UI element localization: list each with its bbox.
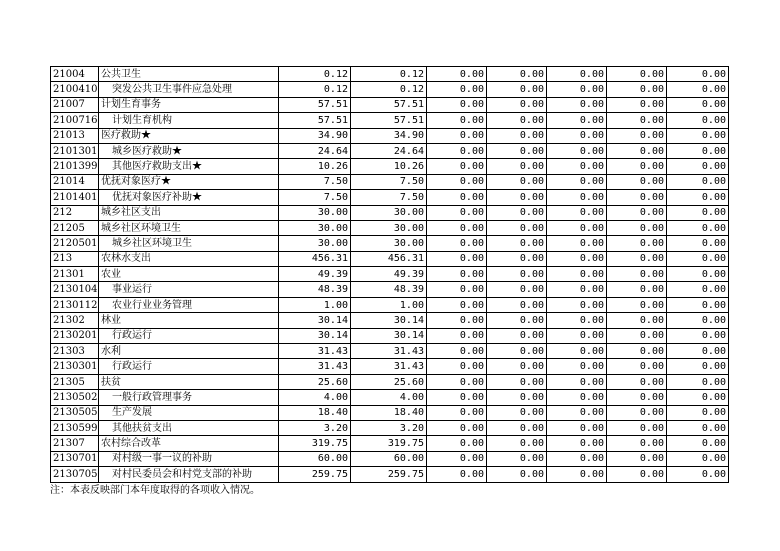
subject-name-cell: 优抚对象医疗★ — [99, 174, 279, 189]
amount-cell: 0.00 — [547, 236, 607, 251]
amount-cell: 0.00 — [487, 374, 547, 389]
amount-cell: 31.43 — [279, 359, 351, 374]
amount-cell: 0.00 — [427, 236, 487, 251]
amount-cell: 30.00 — [279, 236, 351, 251]
amount-cell: 0.00 — [547, 328, 607, 343]
amount-cell: 4.00 — [279, 390, 351, 405]
amount-cell: 0.00 — [487, 328, 547, 343]
subject-name-cell: 突发公共卫生事件应急处理 — [99, 82, 279, 97]
amount-cell: 259.75 — [279, 467, 351, 482]
subject-name-cell: 农业 — [99, 267, 279, 282]
subject-code-cell: 2130301 — [51, 359, 99, 374]
amount-cell: 0.00 — [427, 143, 487, 158]
amount-cell: 0.00 — [487, 390, 547, 405]
subject-code-cell: 2130701 — [51, 451, 99, 466]
amount-cell: 0.00 — [547, 143, 607, 158]
amount-cell: 0.00 — [667, 220, 729, 235]
amount-cell: 1.00 — [279, 297, 351, 312]
amount-cell: 0.00 — [607, 251, 667, 266]
amount-cell: 57.51 — [351, 113, 427, 128]
subject-name-cell: 计划生育事务 — [99, 97, 279, 112]
amount-cell: 25.60 — [279, 374, 351, 389]
amount-cell: 0.12 — [279, 67, 351, 82]
table-row — [51, 220, 729, 235]
amount-cell: 319.75 — [279, 436, 351, 451]
amount-cell: 0.00 — [667, 436, 729, 451]
amount-cell: 0.00 — [607, 174, 667, 189]
table-row — [51, 467, 729, 482]
amount-cell: 0.00 — [607, 128, 667, 143]
amount-cell: 0.00 — [607, 267, 667, 282]
amount-cell: 0.00 — [487, 405, 547, 420]
amount-cell: 34.90 — [279, 128, 351, 143]
amount-cell: 0.00 — [547, 390, 607, 405]
subject-name-cell: 林业 — [99, 313, 279, 328]
amount-cell: 0.00 — [487, 67, 547, 82]
table-row — [51, 236, 729, 251]
amount-cell: 0.00 — [427, 374, 487, 389]
amount-cell: 0.00 — [607, 220, 667, 235]
amount-cell: 0.00 — [607, 143, 667, 158]
amount-cell: 0.00 — [427, 267, 487, 282]
amount-cell: 0.00 — [547, 67, 607, 82]
amount-cell: 0.00 — [427, 297, 487, 312]
amount-cell: 0.00 — [607, 436, 667, 451]
amount-cell: 60.00 — [279, 451, 351, 466]
amount-cell: 0.00 — [427, 67, 487, 82]
amount-cell: 57.51 — [279, 97, 351, 112]
subject-code-cell: 212 — [51, 205, 99, 220]
amount-cell: 0.00 — [607, 113, 667, 128]
table-row — [51, 390, 729, 405]
table-row — [51, 359, 729, 374]
amount-cell: 0.00 — [427, 251, 487, 266]
amount-cell: 30.14 — [279, 328, 351, 343]
amount-cell: 0.00 — [427, 205, 487, 220]
amount-cell: 49.39 — [351, 267, 427, 282]
amount-cell: 0.00 — [667, 451, 729, 466]
amount-cell: 0.00 — [667, 359, 729, 374]
subject-code-cell: 21303 — [51, 344, 99, 359]
amount-cell: 0.00 — [667, 159, 729, 174]
amount-cell: 0.00 — [487, 359, 547, 374]
amount-cell: 0.00 — [427, 344, 487, 359]
amount-cell: 0.00 — [667, 190, 729, 205]
table-row — [51, 143, 729, 158]
subject-name-cell: 计划生育机构 — [99, 113, 279, 128]
table-row — [51, 251, 729, 266]
amount-cell: 3.20 — [351, 420, 427, 435]
subject-code-cell: 213 — [51, 251, 99, 266]
amount-cell: 0.00 — [667, 174, 729, 189]
amount-cell: 0.00 — [547, 82, 607, 97]
amount-cell: 0.00 — [607, 344, 667, 359]
subject-name-cell: 城乡社区支出 — [99, 205, 279, 220]
amount-cell: 0.00 — [607, 467, 667, 482]
amount-cell: 0.00 — [487, 97, 547, 112]
subject-name-cell: 医疗救助★ — [99, 128, 279, 143]
amount-cell: 30.14 — [279, 313, 351, 328]
amount-cell: 319.75 — [351, 436, 427, 451]
amount-cell: 30.00 — [351, 236, 427, 251]
table-row — [51, 82, 729, 97]
amount-cell: 3.20 — [279, 420, 351, 435]
amount-cell: 0.00 — [547, 174, 607, 189]
table-footnote: 注：本表反映部门本年度取得的各项收入情况。 — [50, 484, 260, 496]
amount-cell: 0.00 — [427, 190, 487, 205]
amount-cell: 0.00 — [607, 451, 667, 466]
amount-cell: 456.31 — [279, 251, 351, 266]
amount-cell: 0.00 — [427, 82, 487, 97]
subject-name-cell: 优抚对象医疗补助★ — [99, 190, 279, 205]
amount-cell: 0.00 — [487, 174, 547, 189]
subject-name-cell: 农林水支出 — [99, 251, 279, 266]
amount-cell: 0.00 — [487, 467, 547, 482]
subject-code-cell: 2130505 — [51, 405, 99, 420]
amount-cell: 0.00 — [667, 467, 729, 482]
amount-cell: 0.00 — [547, 128, 607, 143]
table-row — [51, 267, 729, 282]
amount-cell: 0.00 — [607, 374, 667, 389]
amount-cell: 18.40 — [351, 405, 427, 420]
table-row — [51, 374, 729, 389]
table-row — [51, 282, 729, 297]
amount-cell: 0.00 — [547, 205, 607, 220]
amount-cell: 0.00 — [487, 267, 547, 282]
subject-code-cell: 2101301 — [51, 143, 99, 158]
amount-cell: 0.00 — [427, 467, 487, 482]
subject-code-cell: 21014 — [51, 174, 99, 189]
table-row — [51, 344, 729, 359]
table-row — [51, 159, 729, 174]
amount-cell: 31.43 — [351, 359, 427, 374]
amount-cell: 4.00 — [351, 390, 427, 405]
amount-cell: 0.00 — [487, 205, 547, 220]
amount-cell: 0.00 — [427, 282, 487, 297]
amount-cell: 0.00 — [487, 297, 547, 312]
amount-cell: 0.00 — [547, 190, 607, 205]
table-row — [51, 328, 729, 343]
amount-cell: 0.00 — [487, 159, 547, 174]
amount-cell: 7.50 — [279, 174, 351, 189]
subject-code-cell: 21013 — [51, 128, 99, 143]
amount-cell: 0.00 — [607, 297, 667, 312]
amount-cell: 10.26 — [279, 159, 351, 174]
amount-cell: 0.00 — [607, 82, 667, 97]
amount-cell: 0.00 — [487, 313, 547, 328]
amount-cell: 0.00 — [667, 390, 729, 405]
amount-cell: 0.00 — [547, 451, 607, 466]
amount-cell: 0.00 — [547, 436, 607, 451]
amount-cell: 30.14 — [351, 313, 427, 328]
amount-cell: 0.00 — [547, 420, 607, 435]
amount-cell: 0.00 — [427, 113, 487, 128]
subject-name-cell: 一般行政管理事务 — [99, 390, 279, 405]
amount-cell: 0.00 — [547, 113, 607, 128]
income-table — [50, 66, 729, 483]
subject-name-cell: 其他医疗救助支出★ — [99, 159, 279, 174]
subject-name-cell: 对村级一事一议的补助 — [99, 451, 279, 466]
amount-cell: 25.60 — [351, 374, 427, 389]
table-row — [51, 97, 729, 112]
amount-cell: 0.00 — [427, 128, 487, 143]
amount-cell: 0.00 — [487, 220, 547, 235]
amount-cell: 0.00 — [487, 190, 547, 205]
amount-cell: 0.00 — [607, 190, 667, 205]
amount-cell: 30.00 — [279, 220, 351, 235]
amount-cell: 0.00 — [427, 390, 487, 405]
amount-cell: 0.00 — [667, 282, 729, 297]
table-row — [51, 436, 729, 451]
amount-cell: 0.00 — [547, 344, 607, 359]
subject-code-cell: 2101399 — [51, 159, 99, 174]
subject-code-cell: 2130599 — [51, 420, 99, 435]
amount-cell: 30.00 — [351, 205, 427, 220]
amount-cell: 0.00 — [427, 436, 487, 451]
subject-code-cell: 21307 — [51, 436, 99, 451]
subject-name-cell: 事业运行 — [99, 282, 279, 297]
amount-cell: 7.50 — [351, 190, 427, 205]
subject-name-cell: 生产发展 — [99, 405, 279, 420]
subject-name-cell: 城乡社区环境卫生 — [99, 236, 279, 251]
amount-cell: 0.00 — [487, 82, 547, 97]
amount-cell: 0.00 — [487, 236, 547, 251]
amount-cell: 0.00 — [607, 236, 667, 251]
subject-name-cell: 城乡社区环境卫生 — [99, 220, 279, 235]
amount-cell: 0.00 — [607, 205, 667, 220]
table-row — [51, 420, 729, 435]
amount-cell: 0.12 — [351, 67, 427, 82]
table-row — [51, 128, 729, 143]
amount-cell: 0.00 — [607, 328, 667, 343]
amount-cell: 60.00 — [351, 451, 427, 466]
table-row — [51, 205, 729, 220]
subject-code-cell: 21302 — [51, 313, 99, 328]
table-row — [51, 297, 729, 312]
amount-cell: 24.64 — [351, 143, 427, 158]
amount-cell: 31.43 — [351, 344, 427, 359]
budget-sheet — [50, 66, 728, 497]
subject-name-cell: 行政运行 — [99, 359, 279, 374]
amount-cell: 0.00 — [427, 420, 487, 435]
amount-cell: 0.00 — [427, 159, 487, 174]
amount-cell: 0.00 — [487, 143, 547, 158]
amount-cell: 0.00 — [667, 236, 729, 251]
amount-cell: 0.00 — [607, 282, 667, 297]
subject-code-cell: 2130112 — [51, 297, 99, 312]
amount-cell: 0.00 — [667, 205, 729, 220]
amount-cell: 0.00 — [667, 113, 729, 128]
subject-name-cell: 其他扶贫支出 — [99, 420, 279, 435]
amount-cell: 0.00 — [667, 128, 729, 143]
amount-cell: 30.00 — [351, 220, 427, 235]
amount-cell: 259.75 — [351, 467, 427, 482]
amount-cell: 0.00 — [427, 328, 487, 343]
amount-cell: 0.00 — [607, 67, 667, 82]
amount-cell: 0.00 — [667, 251, 729, 266]
subject-code-cell: 21007 — [51, 97, 99, 112]
table-row — [51, 113, 729, 128]
subject-code-cell: 2100410 — [51, 82, 99, 97]
amount-cell: 0.00 — [427, 451, 487, 466]
subject-code-cell: 2130705 — [51, 467, 99, 482]
table-row — [51, 313, 729, 328]
amount-cell: 0.00 — [547, 374, 607, 389]
amount-cell: 0.00 — [607, 313, 667, 328]
subject-name-cell: 公共卫生 — [99, 67, 279, 82]
amount-cell: 0.00 — [547, 313, 607, 328]
amount-cell: 31.43 — [279, 344, 351, 359]
subject-code-cell: 2120501 — [51, 236, 99, 251]
amount-cell: 57.51 — [351, 97, 427, 112]
amount-cell: 0.00 — [547, 282, 607, 297]
amount-cell: 0.00 — [547, 297, 607, 312]
amount-cell: 1.00 — [351, 297, 427, 312]
amount-cell: 0.00 — [607, 420, 667, 435]
amount-cell: 0.00 — [487, 251, 547, 266]
subject-code-cell: 2130201 — [51, 328, 99, 343]
amount-cell: 34.90 — [351, 128, 427, 143]
amount-cell: 0.00 — [667, 328, 729, 343]
table-body — [51, 67, 729, 483]
amount-cell: 0.12 — [279, 82, 351, 97]
subject-name-cell: 农村综合改革 — [99, 436, 279, 451]
amount-cell: 0.00 — [667, 405, 729, 420]
subject-name-cell: 城乡医疗救助★ — [99, 143, 279, 158]
table-row — [51, 190, 729, 205]
amount-cell: 0.00 — [607, 97, 667, 112]
amount-cell: 7.50 — [351, 174, 427, 189]
amount-cell: 10.26 — [351, 159, 427, 174]
subject-code-cell: 2130104 — [51, 282, 99, 297]
amount-cell: 0.00 — [607, 159, 667, 174]
amount-cell: 0.00 — [547, 359, 607, 374]
subject-code-cell: 2100716 — [51, 113, 99, 128]
subject-code-cell: 2101401 — [51, 190, 99, 205]
amount-cell: 0.00 — [667, 143, 729, 158]
amount-cell: 18.40 — [279, 405, 351, 420]
amount-cell: 48.39 — [279, 282, 351, 297]
subject-name-cell: 扶贫 — [99, 374, 279, 389]
amount-cell: 0.00 — [667, 420, 729, 435]
amount-cell: 0.00 — [667, 267, 729, 282]
table-row — [51, 174, 729, 189]
amount-cell: 0.00 — [667, 67, 729, 82]
amount-cell: 0.00 — [667, 374, 729, 389]
subject-name-cell: 对村民委员会和村党支部的补助 — [99, 467, 279, 482]
amount-cell: 0.00 — [547, 467, 607, 482]
amount-cell: 0.00 — [427, 97, 487, 112]
amount-cell: 24.64 — [279, 143, 351, 158]
amount-cell: 0.00 — [667, 344, 729, 359]
amount-cell: 0.00 — [607, 359, 667, 374]
amount-cell: 0.00 — [607, 405, 667, 420]
amount-cell: 0.00 — [547, 267, 607, 282]
table-row — [51, 67, 729, 82]
subject-name-cell: 水利 — [99, 344, 279, 359]
subject-name-cell: 行政运行 — [99, 328, 279, 343]
amount-cell: 0.00 — [427, 405, 487, 420]
subject-code-cell: 21301 — [51, 267, 99, 282]
amount-cell: 0.00 — [667, 97, 729, 112]
amount-cell: 0.00 — [487, 282, 547, 297]
amount-cell: 7.50 — [279, 190, 351, 205]
amount-cell: 0.00 — [487, 420, 547, 435]
amount-cell: 0.00 — [547, 251, 607, 266]
subject-code-cell: 21205 — [51, 220, 99, 235]
amount-cell: 0.00 — [667, 297, 729, 312]
amount-cell: 30.00 — [279, 205, 351, 220]
amount-cell: 0.00 — [487, 113, 547, 128]
subject-code-cell: 2130502 — [51, 390, 99, 405]
amount-cell: 48.39 — [351, 282, 427, 297]
amount-cell: 0.00 — [427, 359, 487, 374]
amount-cell: 0.00 — [487, 344, 547, 359]
amount-cell: 30.14 — [351, 328, 427, 343]
amount-cell: 0.00 — [547, 97, 607, 112]
subject-code-cell: 21004 — [51, 67, 99, 82]
table-row — [51, 451, 729, 466]
subject-code-cell: 21305 — [51, 374, 99, 389]
subject-name-cell: 农业行业业务管理 — [99, 297, 279, 312]
amount-cell: 0.00 — [427, 220, 487, 235]
amount-cell: 0.00 — [667, 82, 729, 97]
amount-cell: 0.00 — [607, 390, 667, 405]
amount-cell: 0.00 — [427, 174, 487, 189]
amount-cell: 0.00 — [487, 128, 547, 143]
amount-cell: 456.31 — [351, 251, 427, 266]
amount-cell: 0.00 — [667, 313, 729, 328]
amount-cell: 0.00 — [547, 405, 607, 420]
amount-cell: 0.00 — [487, 451, 547, 466]
amount-cell: 49.39 — [279, 267, 351, 282]
amount-cell: 0.12 — [351, 82, 427, 97]
amount-cell: 0.00 — [487, 436, 547, 451]
amount-cell: 0.00 — [547, 220, 607, 235]
table-row — [51, 405, 729, 420]
amount-cell: 0.00 — [547, 159, 607, 174]
amount-cell: 0.00 — [427, 313, 487, 328]
amount-cell: 57.51 — [279, 113, 351, 128]
